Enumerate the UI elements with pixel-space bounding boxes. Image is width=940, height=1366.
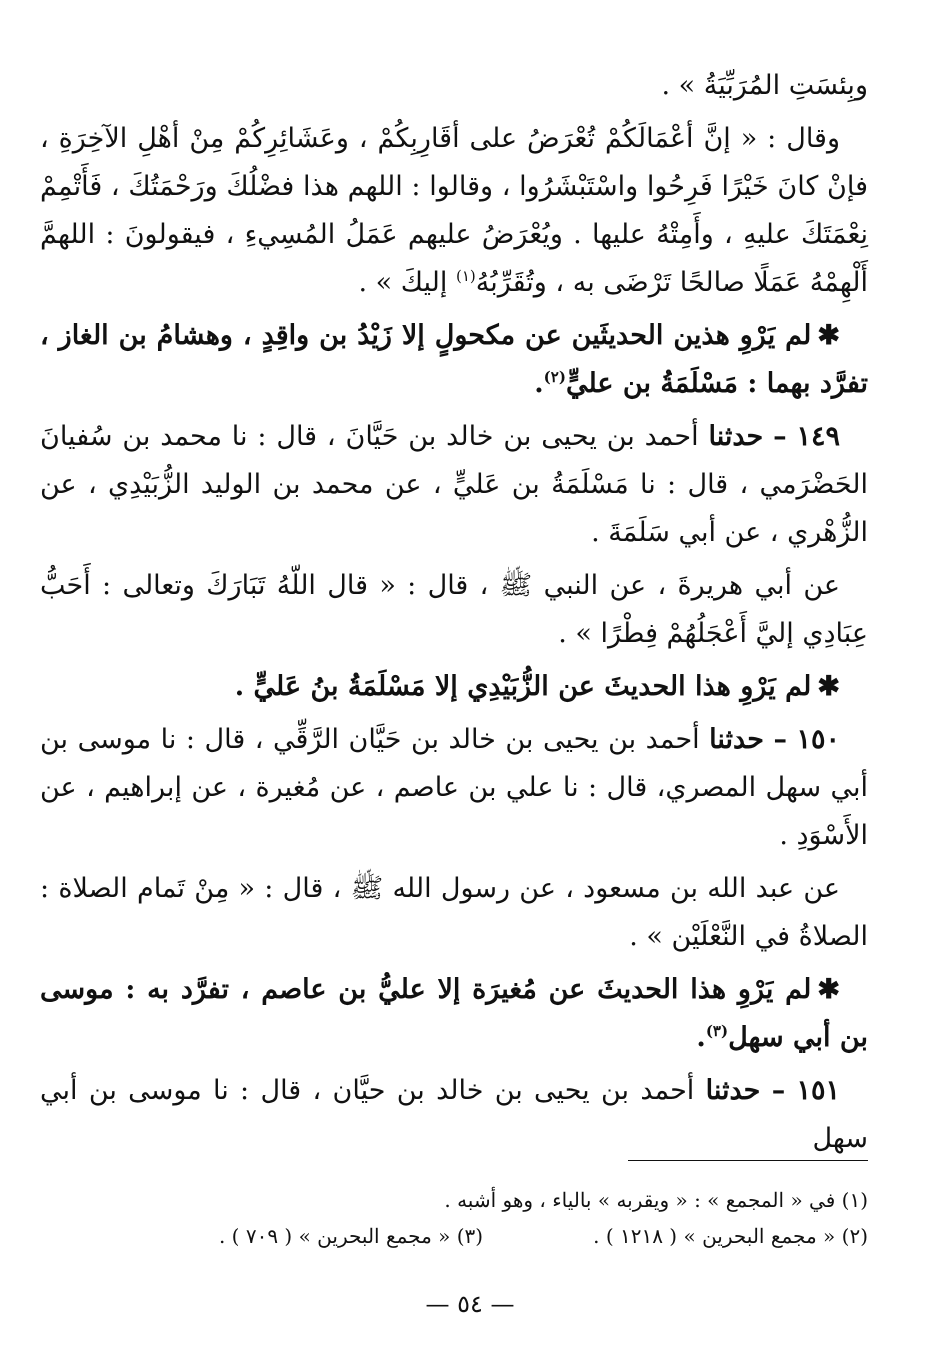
footnote-2: (٢) « مجمع البحرين » ( ١٢١٨ ) . (593, 1224, 868, 1248)
text-p8: لم يَرْوِ هذا الحديثَ عن مُغيرَة إلا عليُّ بن عاصم ، تفرَّد به : موسى بن أبي سهل (40, 974, 868, 1053)
dash: – (771, 1075, 786, 1106)
hadith-150 (40, 716, 868, 860)
star-icon: ✱ (817, 671, 840, 702)
text-p5: لم يَرْوِ هذا الحديثَ عن الزُّبَيْدِي إلا مَسْلَمَةُ بنُ عَليٍّ . (234, 671, 812, 702)
paragraph-matn-150 (40, 865, 868, 961)
hadith-lead-149: حدثنا (708, 421, 764, 452)
dash: – (773, 421, 787, 452)
dash: – (773, 724, 787, 755)
paragraph-commentary-2 (40, 663, 868, 711)
hadith-149 (40, 413, 868, 557)
paragraph-hadith-text (40, 115, 868, 307)
hadith-lead-151: حدثنا (705, 1075, 761, 1106)
footnote-gap (483, 1218, 593, 1254)
footnote-row-2 (40, 1218, 868, 1254)
text-p8-end: . (696, 1022, 706, 1053)
footnote-ref-3[interactable]: (٣) (705, 1022, 729, 1040)
page-number: — ٥٤ — (425, 1290, 515, 1318)
hadith-151 (40, 1067, 868, 1163)
star-icon: ✱ (817, 320, 840, 351)
paragraph-commentary-3 (40, 966, 868, 1062)
hadith-number-149: ١٤٩ (796, 421, 840, 452)
text-p2-end: . (534, 368, 544, 399)
text-p0: وبِئسَتِ المُرَبِّيَةُ » . (661, 70, 868, 101)
footnote-ref-2[interactable]: (٢) (543, 368, 566, 386)
text-p7: عن عبد الله بن مسعود ، عن رسول الله ﷺ ، قال : « مِنْ تَمام الصلاة : الصلاةُ في النَّعْلَيْن » . (40, 873, 868, 952)
hadith-number-151: ١٥١ (796, 1075, 841, 1106)
text-p1-end: إليكَ » . (358, 267, 456, 298)
star-icon: ✱ (817, 974, 840, 1005)
text-p1: وقال : « إنَّ أعْمَالَكُمْ تُعْرَضُ على أقَارِبِكُمْ ، وعَشَائِرِكُمْ مِنْ أهْلِ الآخِرَةِ ، فإنْ كانَ خَيْرًا فَرِحُوا واسْتَبْشَرُوا ، وقالوا : اللهم هذا فضْلُكَ ورَحْمَتُكَ ، فَأَتْمِمْ نِعْمَتَكَ عليهِ ، وأَمِتْهُ عليها . ويُعْرَضُ عليهم عَمَلُ المُسِيءِ ، فيقولونَ : اللهمَّ أَلْهِمْهُ عَمَلًا صالحًا تَرْضَى به ، وتُقَرِّبُهُ (40, 123, 868, 298)
footnote-1: (١) في « المجمع » : « ويقربه » بالياء ، وهو أشبه . (444, 1188, 868, 1212)
footnote-3: (٣) « مجمع البحرين » ( ٧٠٩ ) . (218, 1224, 484, 1248)
footnote-ref-1[interactable]: (١) (455, 267, 476, 285)
hadith-lead-150: حدثنا (709, 724, 764, 755)
footnotes (40, 1182, 868, 1254)
hadith-text-151: أحمد بن يحيى بن خالد بن حيَّان ، قال : نا موسى بن أبي سهل (40, 1075, 868, 1154)
hadith-text-150: أحمد بن يحيى بن خالد بن حَيَّان الرَّقِّي ، قال : نا موسى بن أبي سهل المصري، قال : نا علي بن عاصم ، عن مُغيرة ، عن إبراهيم ، عن الأَسْوَدِ . (40, 724, 868, 851)
text-p2: لم يَرْوِ هذين الحديثَين عن مكحولٍ إلا زَيْدُ بن واقِدٍ ، وهشامُ بن الغاز ، تفرَّد بهما : مَسْلَمَةُ بن عليٍّ (40, 320, 868, 399)
page-body (40, 62, 868, 1168)
hadith-number-150: ١٥٠ (796, 724, 841, 755)
paragraph-matn-149 (40, 562, 868, 658)
hadith-text-149: أحمد بن يحيى بن خالد بن حَيَّانَ ، قال : نا محمد بن سُفيانَ الحَضْرَمي ، قال : نا مَسْلَمَةُ بن عَليٍّ ، عن محمد بن الوليد الزُّبَيْدِي ، عن الزُّهْري ، عن أبي سَلَمَةَ . (40, 421, 868, 548)
text-p4: عن أبي هريرةَ ، عن النبي ﷺ ، قال : « قال اللّهُ تَبَارَكَ وتعالى : أَحَبُّ عِبَادِي إليَّ أَعْجَلُهُمْ فِطْرًا » . (40, 570, 868, 649)
footnote-divider (628, 1160, 868, 1161)
paragraph-continuation (40, 62, 868, 110)
paragraph-commentary-1 (40, 312, 868, 408)
